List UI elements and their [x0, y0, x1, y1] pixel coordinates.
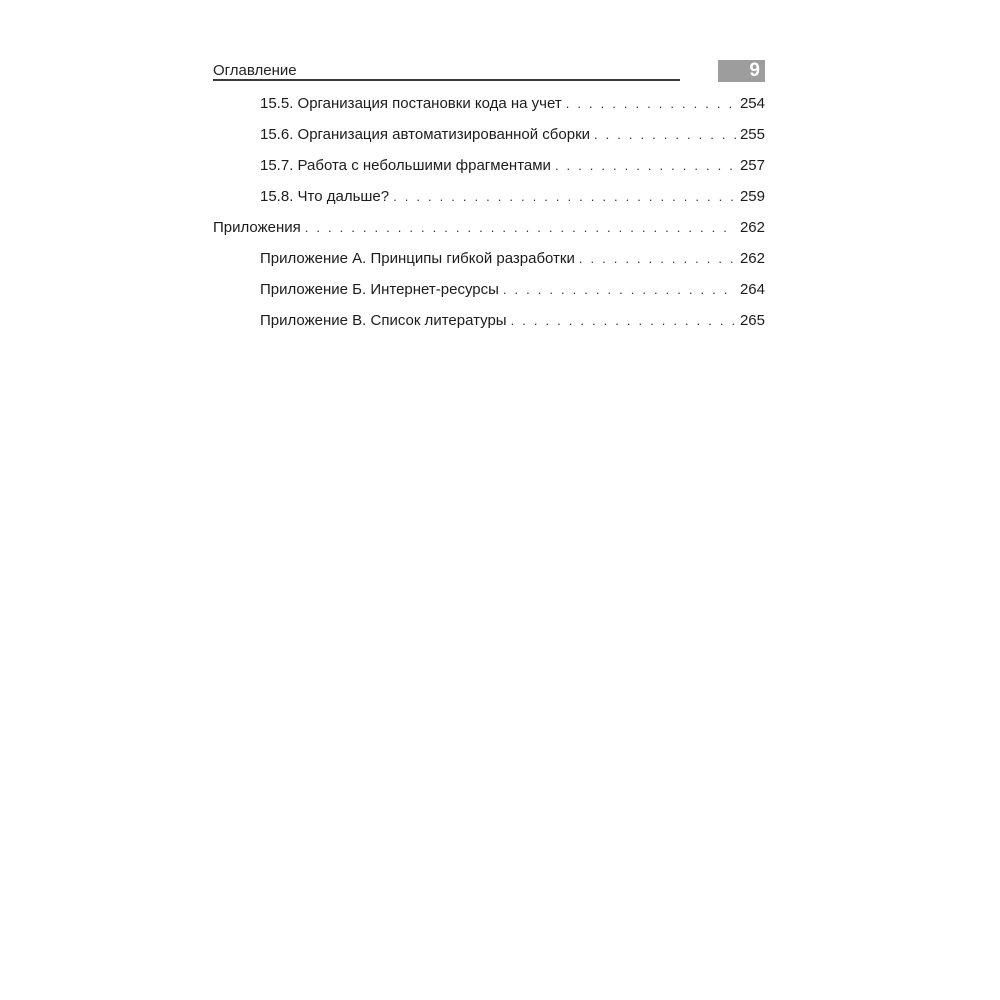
toc-entry-page: 254: [739, 95, 765, 112]
toc-entry-title: Приложение Б. Интернет-ресурсы: [260, 281, 499, 298]
toc-entry-page: 259: [739, 188, 765, 205]
toc-entry-appendix-b[interactable]: [260, 280, 765, 300]
toc-entry-title: 15.5. Организация постановки кода на учет: [260, 95, 562, 112]
toc-entry-page: 262: [739, 250, 765, 267]
toc-entry-15-5[interactable]: [260, 94, 765, 114]
running-header: [213, 58, 765, 84]
toc-entry-title: 15.7. Работа с небольшими фрагментами: [260, 157, 551, 174]
toc-entry-15-6[interactable]: [260, 125, 765, 145]
toc-entry-title: Приложение А. Принципы гибкой разработки: [260, 250, 575, 267]
toc-entry-title: 15.6. Организация автоматизированной сборки: [260, 126, 591, 143]
dot-leader: [555, 156, 736, 176]
toc-entry-appendix-a[interactable]: [260, 249, 765, 269]
dot-leader: [566, 94, 736, 114]
dot-leader: [305, 218, 736, 238]
toc-entry-title: 15.8. Что дальше?: [260, 188, 390, 205]
toc-entry-page: 257: [739, 157, 765, 174]
toc-entry-appendices[interactable]: [213, 218, 765, 238]
dot-leader: [594, 125, 736, 145]
toc-entry-15-8[interactable]: [260, 187, 765, 207]
toc-entry-page: 255: [739, 126, 765, 143]
header-rule: [213, 79, 680, 81]
toc-entry-15-7[interactable]: [260, 156, 765, 176]
page-number-box: [718, 60, 765, 82]
dot-leader: [579, 249, 736, 269]
toc-entry-page: 265: [739, 312, 765, 329]
page-number: 9: [749, 60, 760, 81]
header-title: Оглавление: [213, 62, 297, 79]
toc-entry-appendix-v[interactable]: [260, 311, 765, 331]
dot-leader: [503, 280, 736, 300]
toc-entry-title: Приложение В. Список литературы: [260, 312, 507, 329]
toc-entry-page: 262: [739, 219, 765, 236]
toc-entry-title: Приложения: [213, 219, 301, 236]
dot-leader: [393, 187, 736, 207]
toc-entry-page: 264: [739, 281, 765, 298]
dot-leader: [511, 311, 736, 331]
